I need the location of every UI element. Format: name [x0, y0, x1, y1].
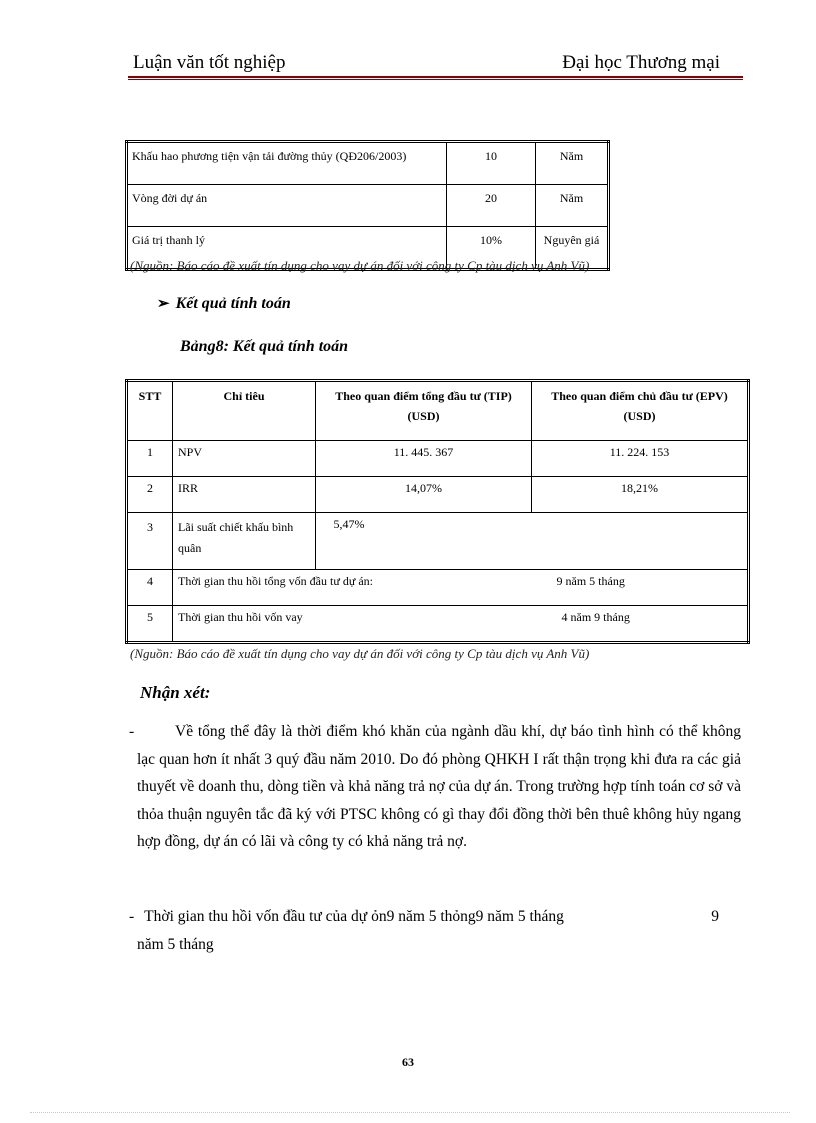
table-cell: 11. 224. 153: [532, 441, 749, 477]
table-cell: 4: [127, 570, 173, 606]
results-table: [125, 379, 750, 644]
column-header: Theo quan điểm tổng đầu tư (TIP) (USD): [316, 381, 532, 441]
table-row: [127, 477, 749, 513]
table-cell: 18,21%: [532, 477, 749, 513]
table-cell: 14,07%: [316, 477, 532, 513]
paragraph-text: Về tổng thể đây là thời điểm khó khăn của ngành dầu khí, dự báo tình hình có thể không lạc quan hơn ít nhất 3 quý đầu năm 2010. Do đó phòng QHKH I rất thận trọng khi đưa ra các giả thuyết về doanh thu, dòng tiền và khả năng trả nợ của dự án. Trong trường hợp tính toán cơ sở và thỏa thuận nguyên tắc đã ký với PTSC không có gì thay đổi đồng thời bên thuê không hủy ngang hợp đồng, dự án có lãi và công ty có khả năng trả nợ.: [137, 723, 741, 850]
column-header: STT: [127, 381, 173, 441]
parameters-table: [125, 140, 610, 271]
page-bottom-rule: [30, 1112, 790, 1113]
header-left-title: Luận văn tốt nghiệp: [133, 52, 286, 73]
arrow-bullet-icon: ➢: [157, 296, 170, 312]
column-header: Theo quan điểm chủ đầu tư (EPV) (USD): [532, 381, 749, 441]
table-cell: NPV: [173, 441, 316, 477]
table-row: [127, 142, 609, 185]
paragraph: [129, 718, 741, 856]
dash-bullet: -: [129, 908, 135, 925]
table-cell: [173, 570, 749, 606]
table-cell: 1: [127, 441, 173, 477]
remark-heading: Nhận xét:: [140, 683, 211, 702]
column-header: Chỉ tiêu: [173, 381, 316, 441]
paragraph-line: năm 5 tháng: [137, 935, 214, 953]
header-right-title: Đại học Thương mại: [562, 52, 720, 73]
source-note: (Nguồn: Báo cáo đề xuất tín dụng cho vay dự án đối với công ty Cp tàu dịch vụ Anh Vũ): [130, 646, 590, 661]
page-number: 63: [402, 1055, 414, 1069]
merged-value: 9 năm 5 tháng: [556, 574, 625, 588]
table-cell: 10%: [447, 227, 536, 270]
table-cell: 3: [127, 513, 173, 570]
table-cell: [173, 606, 749, 643]
table-row: [127, 513, 749, 570]
table-cell: IRR: [173, 477, 316, 513]
merged-value: 5,47%: [333, 517, 365, 531]
paragraph-tail: 9: [711, 908, 719, 925]
paragraph-text: Thời gian thu hồi vốn đầu tư của dự ỏn9 năm 5 thỏng9 năm 5 tháng: [144, 908, 564, 925]
table-cell: Lãi suất chiết khấu bình quân: [173, 513, 316, 570]
section-heading: [157, 294, 291, 313]
table-cell: Nguyên giá: [536, 227, 609, 270]
table-cell: Năm: [536, 185, 609, 227]
table-cell: 10: [447, 142, 536, 185]
table-cell: 11. 445. 367: [316, 441, 532, 477]
row-label: Thời gian thu hồi tổng vốn đầu tư dự án:: [178, 574, 373, 588]
table-cell: Khấu hao phương tiện vận tải đường thủy (QĐ206/2003): [127, 142, 447, 185]
table-caption: Bảng8: Kết quả tính toán: [180, 338, 349, 355]
paragraph: [129, 903, 741, 958]
table-row: [127, 441, 749, 477]
header-rule-thin: [128, 79, 743, 80]
table-cell: 20: [447, 185, 536, 227]
source-note: (Nguồn: Báo cáo đề xuất tín dụng cho vay dự án đối với công ty Cp tàu dịch vụ Anh Vũ): [130, 258, 590, 273]
table-cell: Giá trị thanh lý: [127, 227, 447, 270]
merged-value: 4 năm 9 tháng: [561, 610, 630, 624]
table-cell: Năm: [536, 142, 609, 185]
row-label: Thời gian thu hồi vốn vay: [178, 610, 303, 624]
table-cell: 2: [127, 477, 173, 513]
dash-bullet: -: [129, 723, 135, 740]
section-heading-text: Kết quả tính toán: [175, 295, 291, 312]
table-cell: [316, 513, 749, 570]
table-row: [127, 570, 749, 606]
table-row: [127, 606, 749, 643]
table-header-row: [127, 381, 749, 441]
table-cell: Vòng đời dự án: [127, 185, 447, 227]
table-cell: 5: [127, 606, 173, 643]
table-row: [127, 185, 609, 227]
header-rule: [128, 76, 743, 78]
